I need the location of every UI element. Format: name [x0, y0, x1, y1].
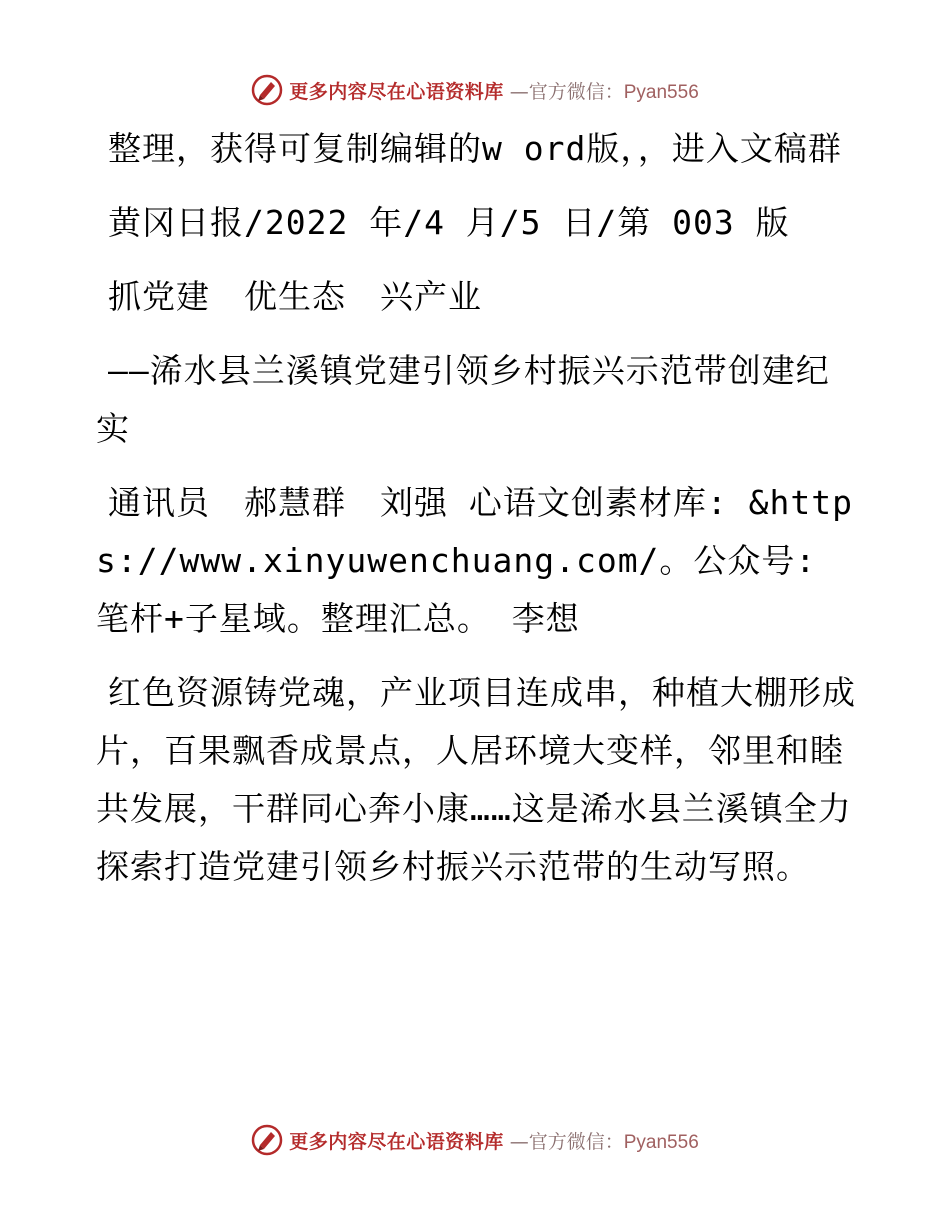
- watermark-contact-label: 官方微信：: [528, 1130, 624, 1153]
- intro-paragraph: 整理，获得可复制编辑的w ord版，，进入文稿群: [108, 129, 842, 168]
- watermark-contact-id: Pyan556: [623, 81, 699, 103]
- article-byline: 通讯员 郝慧群 刘强 心语文创素材库: &https://www.xinyuwenchuang.com/。公众号: 笔杆+子星域。整理汇总。 李想: [96, 483, 853, 638]
- watermark-contact-label: 官方微信：: [528, 80, 624, 103]
- article-headline: 抓党建 优生态 兴产业: [108, 277, 482, 316]
- source-line: 黄冈日报/2022 年/4 月/5 日/第 003 版: [108, 203, 790, 242]
- watermark-contact: [510, 1127, 699, 1154]
- header-watermark: [0, 70, 950, 110]
- watermark-dash: —: [509, 1130, 529, 1153]
- document-body: [96, 120, 856, 912]
- article-body-paragraph: 红色资源铸党魂，产业项目连成串，种植大棚形成片，百果飘香成景点，人居环境大变样，邻里和睦共发展，干群同心奔小康……这是浠水县兰溪镇全力探索打造党建引领乡村振兴示范带的生动写照。: [96, 673, 856, 886]
- brand-logo-icon: [251, 74, 283, 106]
- watermark-dash: —: [509, 80, 529, 103]
- article-subtitle: ——浠水县兰溪镇党建引领乡村振兴示范带创建纪实: [96, 351, 830, 448]
- watermark-brand-text: 更多内容尽在心语资料库: [289, 1130, 504, 1153]
- footer-watermark: [0, 1120, 950, 1160]
- watermark-brand-text: 更多内容尽在心语资料库: [289, 80, 504, 103]
- brand-logo-icon: [251, 1124, 283, 1156]
- watermark-contact: [510, 77, 699, 104]
- watermark-contact-id: Pyan556: [623, 1131, 699, 1153]
